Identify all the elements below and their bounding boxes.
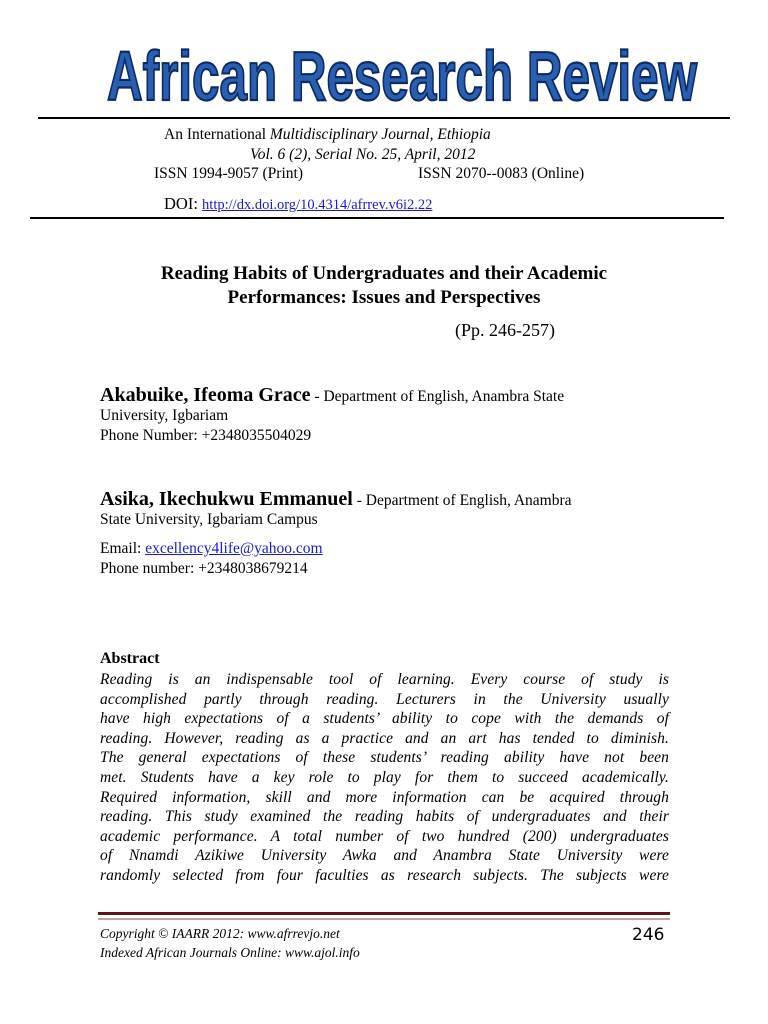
abstract-line: have high expectations of a students’ ability to cope with the demands of: [100, 710, 669, 728]
abstract-line: randomly selected from four faculties as research subjects. The subjects were: [100, 866, 669, 884]
title-line-2: Performances: Issues and Perspectives: [227, 287, 541, 308]
doi-label: DOI:: [164, 194, 203, 213]
doi-link[interactable]: http://dx.doi.org/10.4314/afrrev.v6i2.22: [202, 197, 433, 213]
journal-masthead: [0, 22, 768, 117]
issn-print: ISSN 1994-9057 (Print): [154, 165, 303, 182]
journal-title: African Research Review: [107, 37, 698, 115]
subtitle-prefix: An International: [164, 126, 270, 143]
abstract-line: reading. However, reading as a practice and an art has tended to diminish.: [100, 729, 669, 747]
author-1-phone: Phone Number: +2348035504029: [100, 427, 312, 444]
abstract-line: reading. This study examined the reading habits of undergraduates and their: [100, 808, 669, 826]
author-2-line: [100, 488, 572, 512]
abstract-line: academic performance. A total number of two hundred (200) undergraduates: [100, 827, 669, 845]
abstract-line: Reading is an indispensable tool of learning. Every course of study is: [100, 671, 669, 688]
page-number: 246: [632, 925, 665, 945]
author-2-affiliation-cont: State University, Igbariam Campus: [100, 511, 318, 528]
abstract-line: of Nnamdi Azikiwe University Awka and Anambra State University were: [100, 847, 669, 865]
journal-subtitle: [164, 126, 491, 144]
author-1-affiliation: - Department of English, Anambra State: [310, 388, 565, 405]
author-2-affiliation: - Department of English, Anambra: [352, 492, 572, 509]
author-1-affiliation-cont: University, Igbariam: [100, 407, 229, 424]
footer-indexed: Indexed African Journals Online: www.ajol.info: [100, 945, 360, 960]
abstract-line: met. Students have a key role to play for them to succeed academically.: [100, 768, 669, 786]
author-2-phone: Phone number: +2348038679214: [100, 560, 308, 577]
abstract-line: Required information, skill and more information can be acquired through: [100, 788, 669, 806]
abstract-body: [100, 670, 669, 886]
author-1-name: Akabuike, Ifeoma Grace: [100, 384, 311, 406]
abstract-line: The general expectations of these students’ reading ability have not been: [100, 749, 669, 767]
page-range: (Pp. 246-257): [455, 320, 555, 340]
footer-rule: [98, 912, 670, 915]
volume-info: Vol. 6 (2), Serial No. 25, April, 2012: [250, 146, 476, 163]
issn-online: ISSN 2070--0083 (Online): [418, 165, 585, 182]
abstract-line: accomplished partly through reading. Lecturers in the University usually: [100, 690, 669, 708]
email-link[interactable]: excellency4life@yahoo.com: [145, 540, 323, 557]
author-2-name: Asika, Ikechukwu Emmanuel: [100, 488, 353, 510]
header-rule-bottom: [30, 217, 724, 219]
footer-rule-shadow: [98, 918, 670, 920]
doi-line: [164, 195, 432, 214]
subtitle-italic: Multidisciplinary Journal, Ethiopia: [269, 126, 491, 143]
email-label: Email:: [100, 540, 146, 557]
footer-copyright: Copyright © IAARR 2012: www.afrrevjo.net: [100, 926, 340, 941]
author-2-email-line: [100, 540, 323, 558]
journal-logo: [0, 22, 768, 117]
title-line-1: Reading Habits of Undergraduates and their Academic: [160, 263, 608, 284]
header-rule-top: [38, 117, 730, 119]
author-1-line: [100, 384, 564, 408]
abstract-heading: Abstract: [100, 650, 160, 667]
article-title: [100, 262, 668, 310]
